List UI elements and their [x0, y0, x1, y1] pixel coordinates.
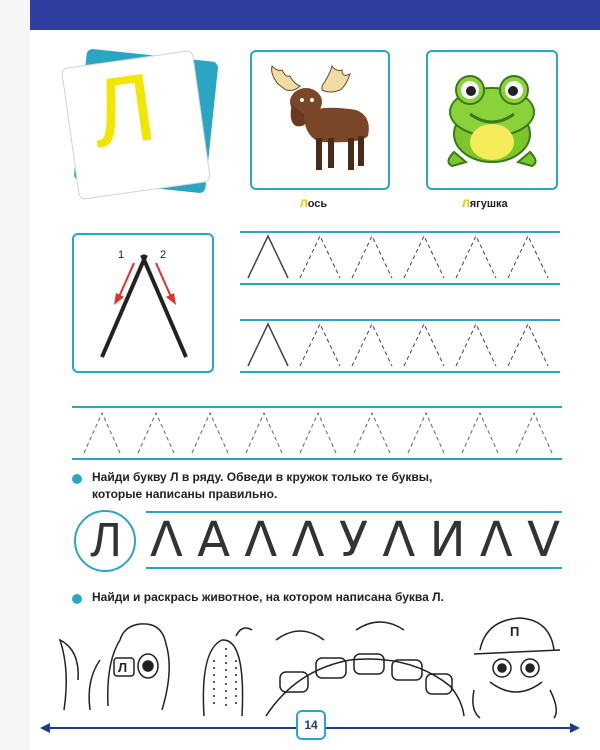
moose-illustration [260, 64, 380, 176]
stroke-number-1: 1 [118, 249, 125, 261]
choice-letter[interactable]: Λ [291, 512, 325, 568]
picture-card-frog [426, 50, 558, 190]
caption-moose [300, 198, 327, 210]
top-decorative-band [0, 0, 600, 30]
picture-card-moose [250, 50, 390, 190]
caption-moose-first: Л [300, 198, 308, 210]
tracing-row-3-letters [84, 413, 552, 453]
caption-frog-rest: ягушка [469, 198, 508, 210]
choice-letter[interactable]: Λ [150, 512, 183, 568]
big-letter: Л [84, 53, 163, 168]
frog-illustration [440, 72, 544, 172]
choice-letter[interactable]: У [338, 512, 369, 568]
stroke-order-diagram [74, 235, 212, 371]
tracing-row-2-letters [248, 324, 548, 366]
tracing-row-2 [240, 318, 562, 374]
llama-letter: Л [118, 660, 128, 675]
choice-letter[interactable]: Λ [244, 512, 278, 568]
exercise-1-line-1: Найди букву Л в ряду. Обведи в кружок только те буквы, [92, 470, 433, 484]
exercise-1-line-2: которые написаны правильно. [92, 487, 278, 501]
circled-sample-letter: Л [90, 514, 122, 567]
choice-letter[interactable]: Λ [382, 512, 416, 568]
exercise-1-bullet [72, 474, 82, 484]
tracing-row-1-letters [248, 236, 548, 278]
choice-letter[interactable]: A [197, 512, 231, 568]
tracing-row-1 [240, 230, 562, 286]
stroke-order-card [72, 233, 214, 373]
choice-letter[interactable]: Λ [479, 512, 513, 568]
caption-frog-first: Л [462, 198, 470, 210]
page-edge-shadow [0, 0, 30, 750]
choice-letter[interactable]: V [527, 512, 560, 568]
caption-frog [462, 198, 508, 210]
exercise-2-text: Найди и раскрась животное, на котором написана буква Л. [92, 590, 444, 604]
caption-moose-rest: ось [307, 198, 328, 210]
exercise-1-text [92, 469, 562, 503]
cap-letter: П [510, 624, 520, 639]
page-number: 14 [296, 710, 326, 740]
stroke-number-2: 2 [160, 249, 167, 261]
exercise-2-bullet [72, 594, 82, 604]
tracing-row-3 [72, 405, 564, 461]
choice-letter[interactable]: И [429, 512, 466, 568]
coloring-scene [50, 610, 570, 722]
letter-choice-row [150, 510, 560, 570]
